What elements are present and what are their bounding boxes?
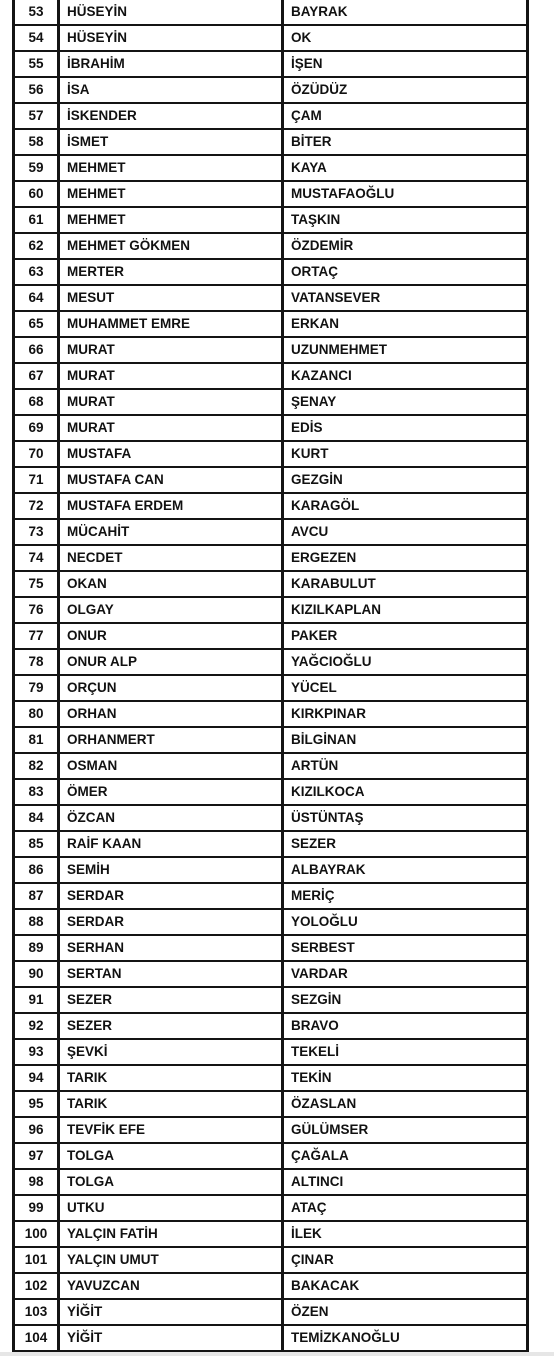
row-number-cell: 61	[14, 207, 59, 233]
first-name-cell: MEHMET	[59, 181, 283, 207]
last-name-cell: ERGEZEN	[283, 545, 528, 571]
first-name-cell: MERTER	[59, 259, 283, 285]
first-name-cell: MURAT	[59, 415, 283, 441]
first-name-cell: UTKU	[59, 1195, 283, 1221]
row-number-cell: 80	[14, 701, 59, 727]
table-row	[14, 935, 528, 961]
first-name-cell: İSKENDER	[59, 103, 283, 129]
last-name-cell: UZUNMEHMET	[283, 337, 528, 363]
last-name-cell: KARAGÖL	[283, 493, 528, 519]
first-name-cell: TOLGA	[59, 1143, 283, 1169]
row-number-cell: 77	[14, 623, 59, 649]
last-name-cell: BİLGİNAN	[283, 727, 528, 753]
first-name-cell: SEMİH	[59, 857, 283, 883]
table-row	[14, 467, 528, 493]
table-row	[14, 1117, 528, 1143]
row-number-cell: 69	[14, 415, 59, 441]
table-row	[14, 753, 528, 779]
last-name-cell: ÇINAR	[283, 1247, 528, 1273]
table-row	[14, 1299, 528, 1325]
row-number-cell: 83	[14, 779, 59, 805]
row-number-cell: 79	[14, 675, 59, 701]
first-name-cell: ORÇUN	[59, 675, 283, 701]
first-name-cell: TARIK	[59, 1091, 283, 1117]
table-row	[14, 363, 528, 389]
table-row	[14, 675, 528, 701]
last-name-cell: ARTÜN	[283, 753, 528, 779]
row-number-cell: 78	[14, 649, 59, 675]
table-row	[14, 285, 528, 311]
table-row	[14, 493, 528, 519]
first-name-cell: MEHMET GÖKMEN	[59, 233, 283, 259]
row-number-cell: 85	[14, 831, 59, 857]
row-number-cell: 74	[14, 545, 59, 571]
table-row	[14, 1143, 528, 1169]
last-name-cell: MERİÇ	[283, 883, 528, 909]
last-name-cell: KARABULUT	[283, 571, 528, 597]
last-name-cell: TEKELİ	[283, 1039, 528, 1065]
last-name-cell: BİTER	[283, 129, 528, 155]
table-row	[14, 51, 528, 77]
table-row	[14, 909, 528, 935]
last-name-cell: SEZER	[283, 831, 528, 857]
row-number-cell: 100	[14, 1221, 59, 1247]
row-number-cell: 89	[14, 935, 59, 961]
first-name-cell: ORHANMERT	[59, 727, 283, 753]
first-name-cell: SERHAN	[59, 935, 283, 961]
last-name-cell: BAKACAK	[283, 1273, 528, 1299]
row-number-cell: 60	[14, 181, 59, 207]
row-number-cell: 90	[14, 961, 59, 987]
last-name-cell: KURT	[283, 441, 528, 467]
last-name-cell: YOLOĞLU	[283, 909, 528, 935]
row-number-cell: 98	[14, 1169, 59, 1195]
table-row	[14, 545, 528, 571]
table-row	[14, 441, 528, 467]
table-row	[14, 1221, 528, 1247]
first-name-cell: SERTAN	[59, 961, 283, 987]
last-name-cell: ALBAYRAK	[283, 857, 528, 883]
first-name-cell: MUSTAFA ERDEM	[59, 493, 283, 519]
last-name-cell: OK	[283, 25, 528, 51]
row-number-cell: 73	[14, 519, 59, 545]
table-row	[14, 103, 528, 129]
last-name-cell: ÇAM	[283, 103, 528, 129]
first-name-cell: İBRAHİM	[59, 51, 283, 77]
first-name-cell: MEHMET	[59, 207, 283, 233]
row-number-cell: 82	[14, 753, 59, 779]
table-row	[14, 389, 528, 415]
row-number-cell: 76	[14, 597, 59, 623]
last-name-cell: ÖZDEMİR	[283, 233, 528, 259]
row-number-cell: 84	[14, 805, 59, 831]
row-number-cell: 102	[14, 1273, 59, 1299]
table-row	[14, 415, 528, 441]
table-row	[14, 727, 528, 753]
last-name-cell: TAŞKIN	[283, 207, 528, 233]
first-name-cell: MUHAMMET EMRE	[59, 311, 283, 337]
table-row	[14, 519, 528, 545]
table-row	[14, 207, 528, 233]
last-name-cell: KIZILKOCA	[283, 779, 528, 805]
first-name-cell: ONUR ALP	[59, 649, 283, 675]
row-number-cell: 87	[14, 883, 59, 909]
table-row	[14, 311, 528, 337]
table-row	[14, 181, 528, 207]
table-row	[14, 883, 528, 909]
last-name-cell: BRAVO	[283, 1013, 528, 1039]
last-name-cell: VARDAR	[283, 961, 528, 987]
row-number-cell: 56	[14, 77, 59, 103]
bottom-edge-shade	[0, 1352, 554, 1356]
table-row	[14, 337, 528, 363]
row-number-cell: 65	[14, 311, 59, 337]
row-number-cell: 68	[14, 389, 59, 415]
last-name-cell: ORTAÇ	[283, 259, 528, 285]
last-name-cell: GEZGİN	[283, 467, 528, 493]
first-name-cell: MURAT	[59, 337, 283, 363]
table-row	[14, 857, 528, 883]
table-row	[14, 1169, 528, 1195]
row-number-cell: 101	[14, 1247, 59, 1273]
first-name-cell: RAİF KAAN	[59, 831, 283, 857]
last-name-cell: TEMİZKANOĞLU	[283, 1325, 528, 1351]
first-name-cell: İSA	[59, 77, 283, 103]
row-number-cell: 81	[14, 727, 59, 753]
table-row	[14, 1039, 528, 1065]
row-number-cell: 86	[14, 857, 59, 883]
row-number-cell: 63	[14, 259, 59, 285]
table-row	[14, 1325, 528, 1351]
last-name-cell: İŞEN	[283, 51, 528, 77]
first-name-cell: SEZER	[59, 1013, 283, 1039]
first-name-cell: MÜCAHİT	[59, 519, 283, 545]
row-number-cell: 59	[14, 155, 59, 181]
last-name-cell: ÖZÜDÜZ	[283, 77, 528, 103]
row-number-cell: 93	[14, 1039, 59, 1065]
table-row	[14, 831, 528, 857]
row-number-cell: 88	[14, 909, 59, 935]
first-name-cell: ONUR	[59, 623, 283, 649]
first-name-cell: YALÇIN UMUT	[59, 1247, 283, 1273]
last-name-cell: PAKER	[283, 623, 528, 649]
row-number-cell: 103	[14, 1299, 59, 1325]
last-name-cell: ÖZEN	[283, 1299, 528, 1325]
last-name-cell: GÜLÜMSER	[283, 1117, 528, 1143]
last-name-cell: KIZILKAPLAN	[283, 597, 528, 623]
row-number-cell: 70	[14, 441, 59, 467]
first-name-cell: TARIK	[59, 1065, 283, 1091]
last-name-cell: MUSTAFAOĞLU	[283, 181, 528, 207]
table-row	[14, 987, 528, 1013]
table-row	[14, 1247, 528, 1273]
row-number-cell: 94	[14, 1065, 59, 1091]
first-name-cell: YİĞİT	[59, 1299, 283, 1325]
last-name-cell: ŞENAY	[283, 389, 528, 415]
first-name-cell: ŞEVKİ	[59, 1039, 283, 1065]
row-number-cell: 53	[14, 0, 59, 25]
table-row	[14, 1013, 528, 1039]
table-row	[14, 649, 528, 675]
table-row	[14, 779, 528, 805]
first-name-cell: YALÇIN FATİH	[59, 1221, 283, 1247]
last-name-cell: SEZGİN	[283, 987, 528, 1013]
row-number-cell: 97	[14, 1143, 59, 1169]
first-name-cell: HÜSEYİN	[59, 0, 283, 25]
last-name-cell: TEKİN	[283, 1065, 528, 1091]
first-name-cell: HÜSEYİN	[59, 25, 283, 51]
first-name-cell: YAVUZCAN	[59, 1273, 283, 1299]
first-name-cell: MUSTAFA CAN	[59, 467, 283, 493]
first-name-cell: ORHAN	[59, 701, 283, 727]
row-number-cell: 55	[14, 51, 59, 77]
row-number-cell: 72	[14, 493, 59, 519]
table-row	[14, 259, 528, 285]
row-number-cell: 95	[14, 1091, 59, 1117]
row-number-cell: 58	[14, 129, 59, 155]
first-name-cell: ÖMER	[59, 779, 283, 805]
last-name-cell: İLEK	[283, 1221, 528, 1247]
table-row	[14, 701, 528, 727]
first-name-cell: MESUT	[59, 285, 283, 311]
first-name-cell: OLGAY	[59, 597, 283, 623]
last-name-cell: SERBEST	[283, 935, 528, 961]
name-list-table	[12, 0, 529, 1352]
first-name-cell: YİĞİT	[59, 1325, 283, 1351]
row-number-cell: 75	[14, 571, 59, 597]
row-number-cell: 104	[14, 1325, 59, 1351]
table-row	[14, 597, 528, 623]
last-name-cell: KIRKPINAR	[283, 701, 528, 727]
table-row	[14, 623, 528, 649]
last-name-cell: ÜSTÜNTAŞ	[283, 805, 528, 831]
first-name-cell: MURAT	[59, 389, 283, 415]
first-name-cell: SERDAR	[59, 909, 283, 935]
row-number-cell: 67	[14, 363, 59, 389]
row-number-cell: 57	[14, 103, 59, 129]
first-name-cell: TOLGA	[59, 1169, 283, 1195]
first-name-cell: NECDET	[59, 545, 283, 571]
last-name-cell: BAYRAK	[283, 0, 528, 25]
first-name-cell: MURAT	[59, 363, 283, 389]
last-name-cell: VATANSEVER	[283, 285, 528, 311]
last-name-cell: YAĞCIOĞLU	[283, 649, 528, 675]
last-name-cell: ATAÇ	[283, 1195, 528, 1221]
first-name-cell: MEHMET	[59, 155, 283, 181]
table-row	[14, 1065, 528, 1091]
table-row	[14, 805, 528, 831]
table-row	[14, 129, 528, 155]
first-name-cell: SERDAR	[59, 883, 283, 909]
first-name-cell: ÖZCAN	[59, 805, 283, 831]
table-body	[14, 0, 528, 1351]
table-row	[14, 77, 528, 103]
first-name-cell: TEVFİK EFE	[59, 1117, 283, 1143]
last-name-cell: ALTINCI	[283, 1169, 528, 1195]
row-number-cell: 62	[14, 233, 59, 259]
table-row	[14, 1195, 528, 1221]
table-row	[14, 1273, 528, 1299]
last-name-cell: EDİS	[283, 415, 528, 441]
last-name-cell: YÜCEL	[283, 675, 528, 701]
first-name-cell: OKAN	[59, 571, 283, 597]
first-name-cell: MUSTAFA	[59, 441, 283, 467]
row-number-cell: 92	[14, 1013, 59, 1039]
last-name-cell: ERKAN	[283, 311, 528, 337]
first-name-cell: OSMAN	[59, 753, 283, 779]
table-row	[14, 1091, 528, 1117]
last-name-cell: KAZANCI	[283, 363, 528, 389]
table-row	[14, 0, 528, 25]
first-name-cell: SEZER	[59, 987, 283, 1013]
last-name-cell: ÇAĞALA	[283, 1143, 528, 1169]
row-number-cell: 54	[14, 25, 59, 51]
row-number-cell: 99	[14, 1195, 59, 1221]
row-number-cell: 64	[14, 285, 59, 311]
row-number-cell: 66	[14, 337, 59, 363]
table-row	[14, 961, 528, 987]
table-row	[14, 155, 528, 181]
last-name-cell: KAYA	[283, 155, 528, 181]
row-number-cell: 71	[14, 467, 59, 493]
table-row	[14, 233, 528, 259]
last-name-cell: AVCU	[283, 519, 528, 545]
table-row	[14, 571, 528, 597]
last-name-cell: ÖZASLAN	[283, 1091, 528, 1117]
row-number-cell: 96	[14, 1117, 59, 1143]
table-row	[14, 25, 528, 51]
first-name-cell: İSMET	[59, 129, 283, 155]
row-number-cell: 91	[14, 987, 59, 1013]
